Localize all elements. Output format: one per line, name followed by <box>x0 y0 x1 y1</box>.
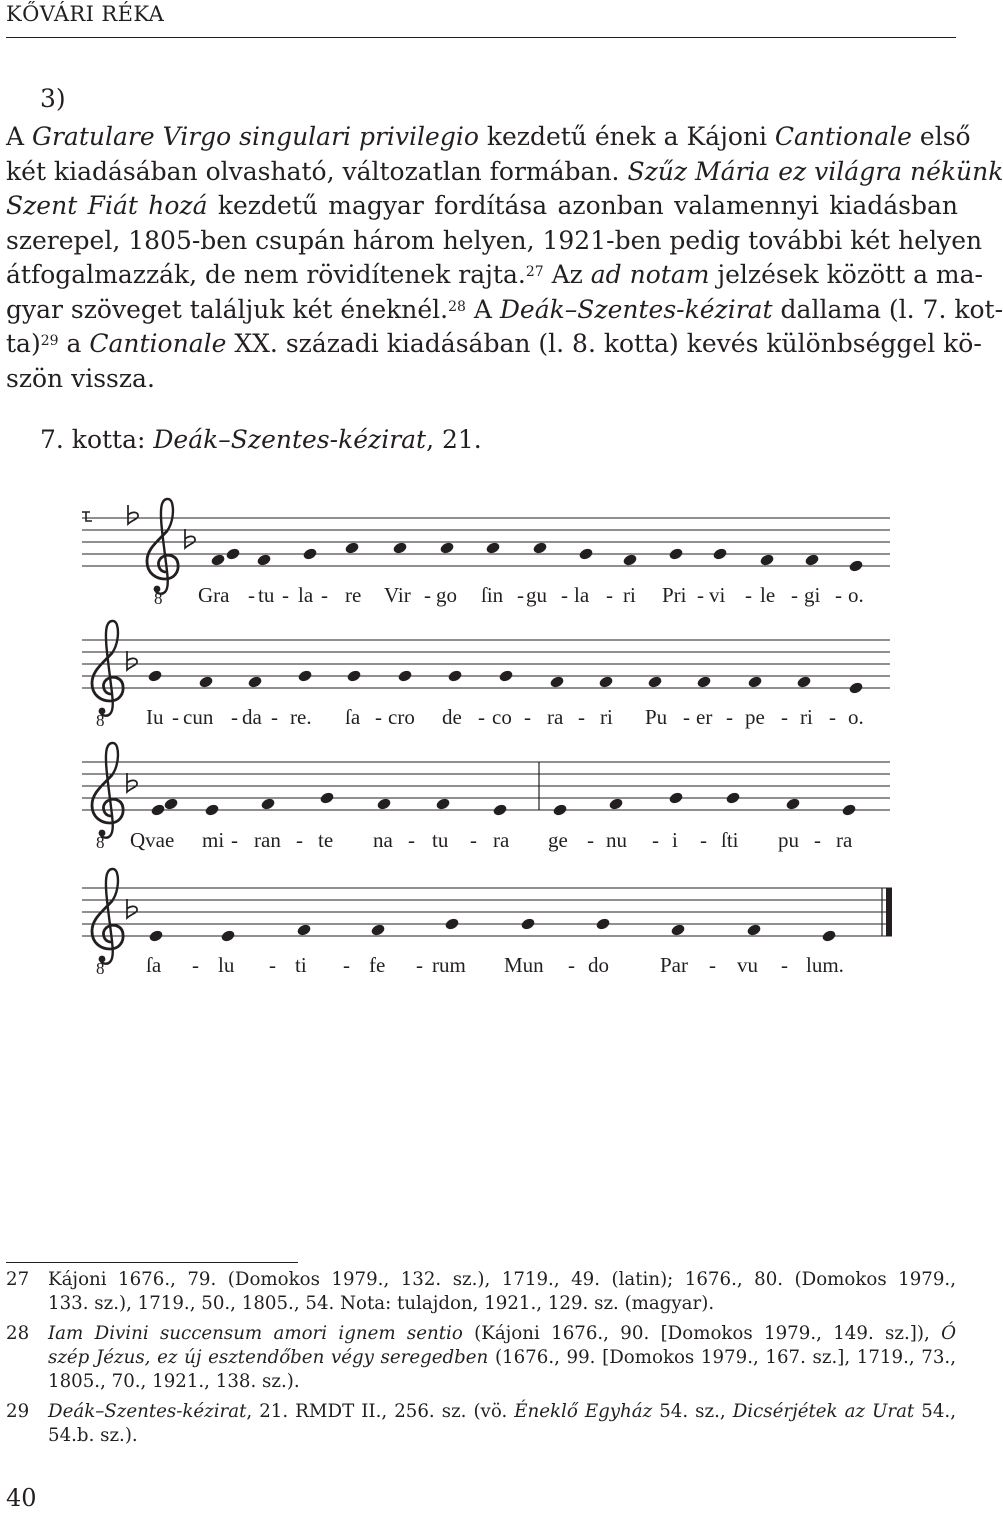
lyric-syllable: do <box>588 953 609 977</box>
note-head-icon <box>668 547 684 561</box>
text-run: két kiadásában olvasható, változatlan formában. <box>6 156 628 186</box>
italic-text: Éneklő Egyház <box>514 1401 653 1422</box>
text-run: Az <box>543 260 591 289</box>
italic-text: Deák–Szentes-kézirat <box>48 1401 247 1422</box>
text-run: szön vissza. <box>6 363 155 393</box>
flat-icon <box>185 529 195 548</box>
treble-clef-icon <box>92 869 123 964</box>
italic-text: Iam Divini succensum amori ignem sentio <box>48 1323 463 1344</box>
footnote-line <box>48 1268 956 1292</box>
body-paragraph <box>6 120 1003 396</box>
lyric-syllable: - <box>578 705 585 729</box>
lyric-syllable: ge <box>548 828 568 852</box>
note-head-icon <box>485 541 501 555</box>
lyric-syllable: Gra <box>198 583 230 607</box>
octave-8-icon: 8 <box>96 711 105 730</box>
footnote-ref: 28 <box>448 298 466 315</box>
lyric-syllable: - <box>835 583 842 607</box>
note-head-icon <box>578 547 594 561</box>
note-head-icon <box>622 553 638 567</box>
lyric-syllable: da <box>242 705 262 729</box>
lyric-syllable: - <box>745 583 752 607</box>
footnote-body <box>48 1268 956 1316</box>
music-system <box>82 621 890 730</box>
footnote-ref: 29 <box>40 333 59 349</box>
lyric-syllable: i <box>672 828 678 852</box>
paragraph-line <box>6 327 982 362</box>
treble-clef-icon <box>92 621 123 716</box>
lyric-syllable: Iu <box>146 705 164 729</box>
lyric-syllable: - <box>524 705 531 729</box>
lyric-syllable: Par <box>660 953 688 977</box>
lyric-syllable: - <box>709 953 716 977</box>
footnote-line <box>48 1424 956 1448</box>
paragraph-line <box>6 189 958 224</box>
lyric-syllable: cun <box>183 705 214 729</box>
octave-8-icon: 8 <box>154 589 163 608</box>
lyric-syllable: ra <box>493 828 510 852</box>
page-number: 40 <box>6 1484 37 1512</box>
note-head-icon <box>785 797 801 811</box>
lyric-syllable: la <box>298 583 314 607</box>
lyric-syllable: co <box>492 705 512 729</box>
lyric-syllable: na <box>373 828 393 852</box>
text-run: ta) <box>6 329 41 358</box>
italic-text: szép Jézus, ez új esztendőben végy seregedben <box>48 1347 489 1368</box>
octave-8-icon: 8 <box>96 959 105 978</box>
note-head-icon <box>247 675 263 689</box>
lyric-syllable: ri <box>800 705 813 729</box>
footnote-body <box>48 1400 956 1448</box>
text-run: kezdetű magyar fordítása azonban valamennyi kiadásban <box>207 191 959 220</box>
note-head-icon <box>346 669 362 683</box>
lyric-syllable: le <box>760 583 776 607</box>
note-head-icon <box>148 929 164 943</box>
note-head-icon <box>220 929 236 943</box>
note-head-icon <box>608 797 624 811</box>
text-run: gyar szöveget találjuk két éneknél. <box>6 294 449 324</box>
music-score <box>0 470 960 990</box>
italic-text: Szűz Mária ez világra nékünk <box>627 156 1003 186</box>
header-rule <box>6 37 956 38</box>
lyric-syllable: Pu <box>645 705 668 729</box>
text-run: 54.b. sz.). <box>48 1425 138 1446</box>
section-number: 3) <box>40 84 66 113</box>
text-run: átfogalmazzák, de nem rövidítenek rajta. <box>6 260 526 289</box>
lyric-syllable: - <box>271 705 278 729</box>
italic-text: Cantionale <box>774 122 912 151</box>
note-head-icon <box>520 917 536 931</box>
lyric-syllable: - <box>375 705 382 729</box>
note-head-icon <box>435 797 451 811</box>
footnote-number: 27 <box>6 1269 30 1290</box>
lyric-syllable: - <box>568 953 575 977</box>
lyric-syllable: cro <box>388 705 415 729</box>
lyric-syllable: ri <box>623 583 636 607</box>
paragraph-line <box>6 120 971 155</box>
note-head-icon <box>163 797 179 811</box>
footnote-line <box>48 1292 956 1316</box>
flat-icon <box>127 899 137 918</box>
lyric-syllable: - <box>172 705 179 729</box>
lyric-syllable: ran <box>254 828 281 852</box>
note-head-icon <box>595 917 611 931</box>
footnote-ref: 27 <box>525 264 544 280</box>
note-head-icon <box>296 923 312 937</box>
lyric-syllable: - <box>697 583 704 607</box>
text-run: jelzések között a ma- <box>709 260 983 289</box>
lyric-syllable: - <box>700 828 707 852</box>
text-run: dallama (l. 7. kot- <box>772 294 1003 324</box>
note-head-icon <box>841 803 857 817</box>
footnote-line <box>48 1370 956 1394</box>
note-head-icon <box>397 669 413 683</box>
lyric-syllable: - <box>781 705 788 729</box>
treble-clef-icon <box>147 499 178 594</box>
note-head-icon <box>670 923 686 937</box>
note-head-icon <box>370 923 386 937</box>
note-head-icon <box>260 797 276 811</box>
lyric-syllable: - <box>478 705 485 729</box>
note-head-icon <box>696 675 712 689</box>
text-run: (1676., 99. [Domokos 1979., 167. sz.], 1719., 73., <box>488 1347 956 1368</box>
italic-text: Cantionale <box>89 329 227 358</box>
lyric-syllable: de <box>442 705 462 729</box>
note-head-icon <box>848 559 864 573</box>
note-head-icon <box>498 669 514 683</box>
lyric-syllable: - <box>269 953 276 977</box>
note-head-icon <box>668 791 684 805</box>
note-head-icon <box>150 803 166 817</box>
lyric-syllable: - <box>192 953 199 977</box>
footnote-body <box>48 1322 956 1394</box>
note-head-icon <box>344 541 360 555</box>
lyric-syllable: - <box>416 953 423 977</box>
text-run: A <box>6 122 33 151</box>
lyric-syllable: - <box>408 828 415 852</box>
lyric-syllable: go <box>436 583 457 607</box>
lyric-syllable: o. <box>848 583 864 607</box>
note-head-icon <box>439 541 455 555</box>
lyric-syllable: ra <box>547 705 564 729</box>
lyric-syllable: rum <box>432 953 466 977</box>
lyric-syllable: - <box>296 828 303 852</box>
note-head-icon <box>598 675 614 689</box>
italic-text: Gratulare Virgo singulari privilegio <box>32 122 479 151</box>
note-head-icon <box>848 681 864 695</box>
lyric-syllable: tu <box>432 828 449 852</box>
note-head-icon <box>746 923 762 937</box>
lyric-syllable: tu <box>258 583 275 607</box>
music-example-caption <box>40 425 482 454</box>
note-head-icon <box>647 675 663 689</box>
music-system <box>82 499 890 608</box>
italic-text: Ó <box>941 1323 956 1344</box>
note-head-icon <box>210 553 226 567</box>
note-head-icon <box>376 797 392 811</box>
lyric-syllable: pu <box>778 828 799 852</box>
final-barline-thick <box>886 888 892 936</box>
note-head-icon <box>821 929 837 943</box>
note-head-icon <box>147 669 163 683</box>
note-head-icon <box>796 675 812 689</box>
lyric-syllable: - <box>829 705 836 729</box>
note-head-icon <box>204 803 220 817</box>
lyric-syllable: - <box>424 583 431 607</box>
text-run: szerepel, 1805-ben csupán három helyen, 1921-ben pedig további két helyen <box>6 225 983 255</box>
paragraph-line <box>6 362 958 397</box>
lyric-syllable: Mun <box>504 953 544 977</box>
text-run: első <box>911 122 971 151</box>
paragraph-line <box>6 155 1003 190</box>
lyric-syllable: Qvae <box>130 828 175 852</box>
lyric-syllable: er <box>696 705 713 729</box>
note-head-icon <box>225 547 241 561</box>
paragraph-line <box>6 224 983 259</box>
lyric-syllable: - <box>683 705 690 729</box>
lyric-syllable: - <box>231 828 238 852</box>
text-run: 133. sz.), 1719., 50., 1805., 54. Nota: tulajdon, 1921., 129. sz. (magyar). <box>48 1293 715 1314</box>
lyric-syllable: gi <box>804 583 821 607</box>
lyric-syllable: ti <box>295 953 307 977</box>
lyric-syllable: re. <box>290 705 312 729</box>
lyric-syllable: o. <box>848 705 864 729</box>
italic-text: Dicsérjétek az Urat <box>732 1401 915 1422</box>
note-head-icon <box>747 675 763 689</box>
incipit-clef-icon <box>82 512 92 521</box>
lyric-syllable: gu <box>526 583 547 607</box>
octave-8-icon: 8 <box>96 833 105 852</box>
incipit-flat-icon <box>128 505 138 524</box>
note-head-icon <box>549 675 565 689</box>
note-head-icon <box>447 669 463 683</box>
lyric-syllable: - <box>248 583 255 607</box>
footnote-rule <box>6 1262 298 1263</box>
note-head-icon <box>392 541 408 555</box>
lyric-syllable: - <box>814 828 821 852</box>
note-head-icon <box>759 553 775 567</box>
lyric-syllable: - <box>231 705 238 729</box>
lyric-syllable: ri <box>600 705 613 729</box>
text-run: , 21. RMDT II., 256. sz. (vö. <box>246 1401 515 1422</box>
note-head-icon <box>725 791 741 805</box>
note-head-icon <box>532 541 548 555</box>
lyric-syllable: la <box>574 583 590 607</box>
treble-clef-icon <box>92 743 123 838</box>
lyric-syllable: - <box>321 583 328 607</box>
lyric-syllable: - <box>561 583 568 607</box>
lyric-syllable: vu <box>737 953 758 977</box>
lyric-syllable: - <box>606 583 613 607</box>
text-run: 54. sz., <box>652 1401 733 1422</box>
paragraph-line <box>6 293 1003 328</box>
lyric-syllable: mi <box>202 828 225 852</box>
music-system <box>82 743 890 852</box>
text-run: 1805., 70., 1921., 138. sz.). <box>48 1371 300 1392</box>
paragraph-line <box>6 258 983 293</box>
footnote-number: 29 <box>6 1401 30 1422</box>
lyric-syllable: - <box>726 705 733 729</box>
text-run: (Kájoni 1676., 90. [Domokos 1979., 149. sz.]), <box>462 1323 942 1344</box>
lyric-syllable: - <box>343 953 350 977</box>
lyric-syllable: lu <box>218 953 235 977</box>
text-run: A <box>465 294 500 324</box>
note-head-icon <box>492 803 508 817</box>
lyric-syllable: - <box>517 583 524 607</box>
lyric-syllable: te <box>318 828 334 852</box>
text-run: kezdetű ének a Kájoni <box>478 122 775 151</box>
lyric-syllable: ſin <box>481 583 504 607</box>
note-head-icon <box>198 675 214 689</box>
text-run: Kájoni 1676., 79. (Domokos 1979., 132. sz.), 1719., 49. (latin); 1676., 80. (Domokos 1979., <box>48 1269 956 1290</box>
lyric-syllable: vi <box>709 583 726 607</box>
footnote-line <box>48 1346 956 1370</box>
note-head-icon <box>302 547 318 561</box>
flat-icon <box>127 773 137 792</box>
footnote-line <box>48 1400 956 1424</box>
lyric-syllable: nu <box>606 828 627 852</box>
footnote-number: 28 <box>6 1323 30 1344</box>
lyric-syllable: - <box>791 583 798 607</box>
lyric-syllable: lum. <box>806 953 844 977</box>
lyric-syllable: - <box>587 828 594 852</box>
note-head-icon <box>712 547 728 561</box>
lyric-syllable: ſti <box>721 828 739 852</box>
lyric-syllable: ra <box>836 828 853 852</box>
lyric-syllable: - <box>470 828 477 852</box>
lyric-syllable: - <box>652 828 659 852</box>
note-head-icon <box>444 917 460 931</box>
lyric-syllable: pe <box>745 705 765 729</box>
caption-suffix: , 21. <box>426 425 482 454</box>
note-head-icon <box>256 553 272 567</box>
note-head-icon <box>319 791 335 805</box>
music-system <box>82 869 892 978</box>
lyric-syllable: re <box>345 583 362 607</box>
note-head-icon <box>804 553 820 567</box>
lyric-syllable: fe <box>369 953 386 977</box>
italic-text: Deák–Szentes-kézirat <box>499 294 773 324</box>
note-head-icon <box>297 669 313 683</box>
note-head-icon <box>552 803 568 817</box>
caption-prefix: 7. kotta: <box>40 425 154 454</box>
flat-icon <box>127 651 137 670</box>
italic-text: ad notam <box>590 260 710 289</box>
lyric-syllable: Vir <box>384 583 411 607</box>
text-run: XX. századi kiadásában (l. 8. kotta) kevés különbséggel kö- <box>226 329 982 358</box>
caption-title: Deák–Szentes-kézirat <box>153 425 427 454</box>
lyric-syllable: - <box>781 953 788 977</box>
running-header: KŐVÁRI RÉKA <box>6 2 165 26</box>
lyric-syllable: - <box>282 583 289 607</box>
lyric-syllable: Pri <box>662 583 687 607</box>
italic-text: Szent Fiát hozá <box>6 191 208 220</box>
lyric-syllable: ſa <box>146 953 162 977</box>
text-run: 54., <box>914 1401 956 1422</box>
lyric-syllable: ſa <box>345 705 361 729</box>
text-run: a <box>58 329 90 358</box>
footnote-line <box>48 1322 956 1346</box>
